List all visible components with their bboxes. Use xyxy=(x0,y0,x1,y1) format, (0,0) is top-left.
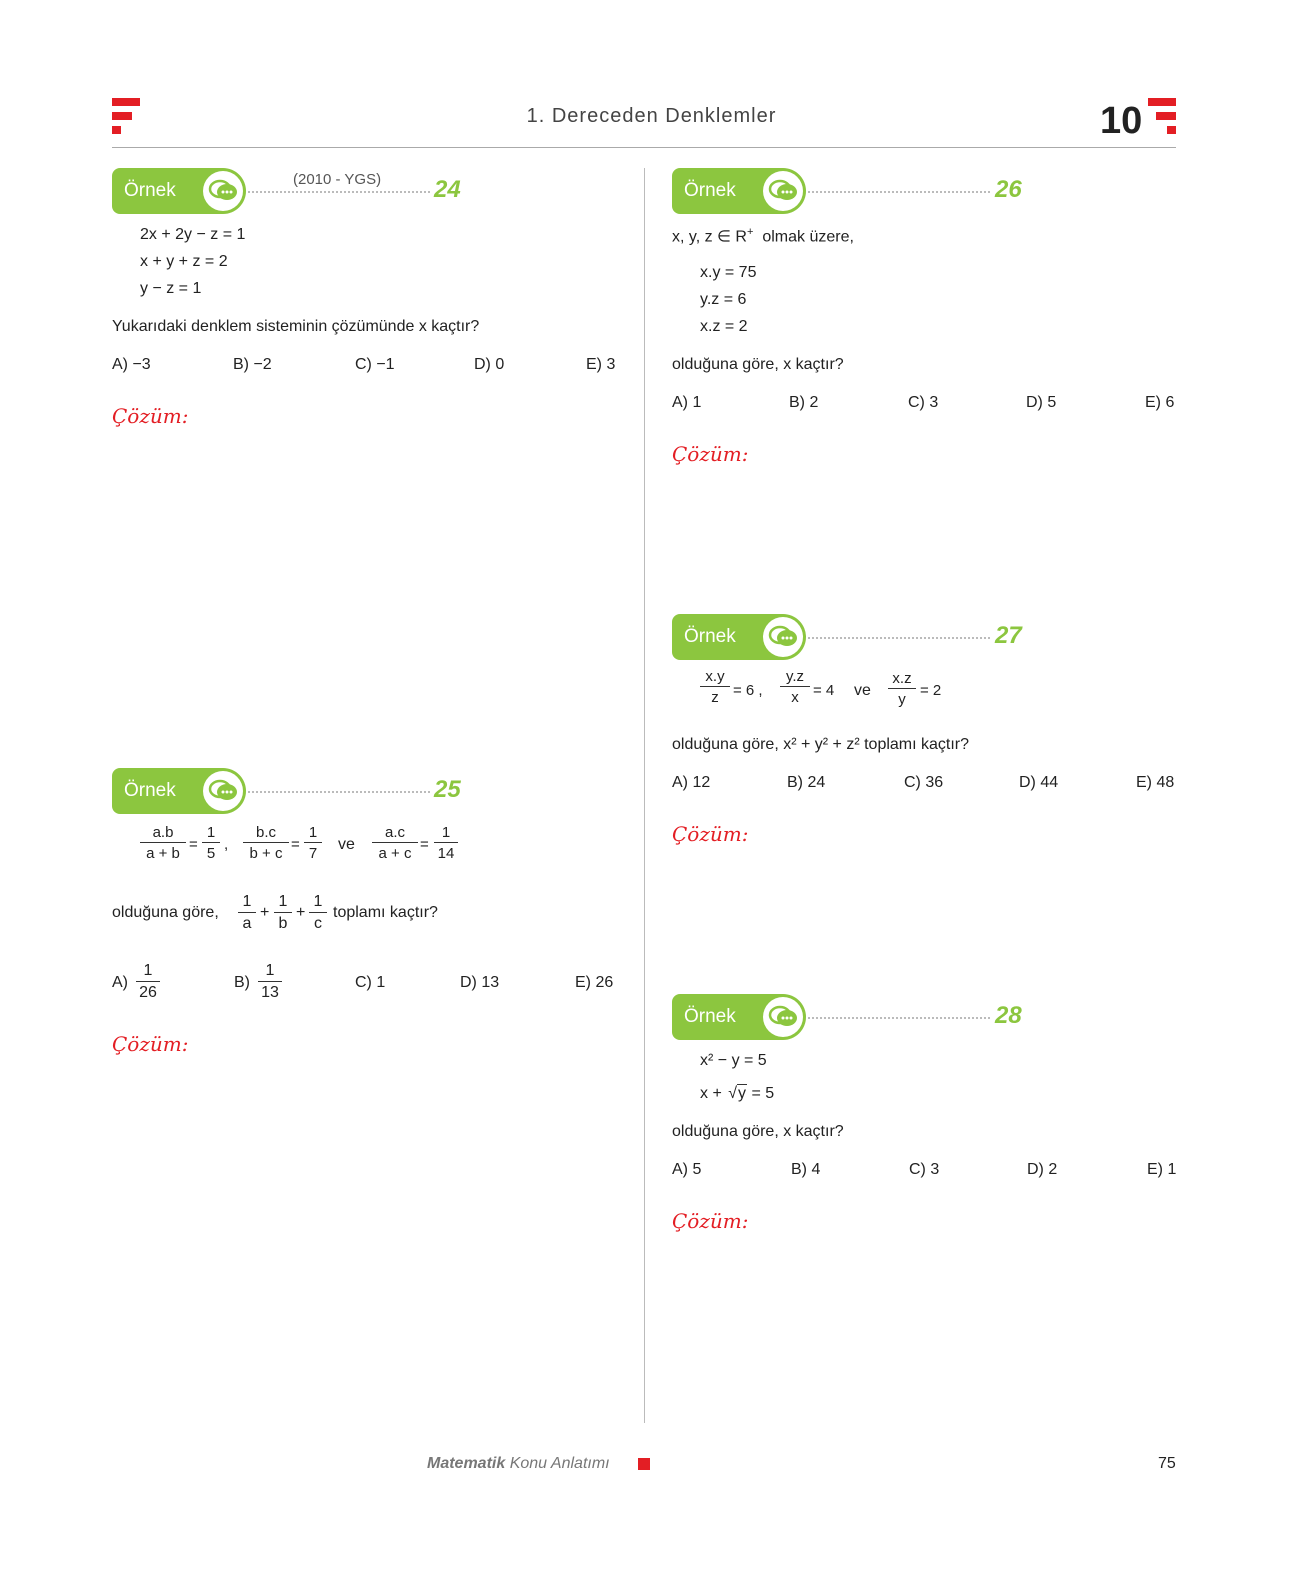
ornek-label: Örnek xyxy=(124,180,176,201)
option-c: C) 1 xyxy=(355,974,386,991)
speech-bubble-icon xyxy=(763,997,803,1037)
plus-sign: + xyxy=(260,904,270,921)
option-b: B) −2 xyxy=(233,356,272,373)
speech-bubble-icon xyxy=(203,171,243,211)
fraction: $\frac{y.z}{x}$ xyxy=(780,668,810,706)
fraction: $\frac{1}{c}$ xyxy=(309,893,327,933)
equals-sign: = xyxy=(420,836,429,853)
question-intro: x, y, z ∈ R+ olmak üzere, xyxy=(672,226,854,246)
fraction: $\frac{1}{14}$ xyxy=(434,824,458,862)
fraction-value: = 4 xyxy=(813,682,835,699)
fraction: $\frac{1}{b}$ xyxy=(274,893,292,933)
equation-1: x² − y = 5 xyxy=(700,1052,767,1069)
dotted-leader xyxy=(808,1017,990,1019)
option-e: E) 3 xyxy=(586,356,616,373)
option-e: E) 1 xyxy=(1147,1161,1177,1178)
footer-square xyxy=(638,1458,650,1470)
fraction: $\frac{1}{a}$ xyxy=(238,893,256,933)
question-number: 26 xyxy=(995,176,1022,203)
option-c: C) 3 xyxy=(908,394,939,411)
equals-sign: = xyxy=(291,836,300,853)
ornek-badge-27 xyxy=(672,614,806,660)
speech-bubble-icon xyxy=(763,171,803,211)
equation-3: y − z = 1 xyxy=(140,280,202,297)
question-suffix: toplamı kaçtır? xyxy=(333,904,438,921)
comma: , xyxy=(224,836,229,853)
option-d: D) 0 xyxy=(474,356,505,373)
question-text: olduğuna göre, x kaçtır? xyxy=(672,1123,844,1140)
fraction: $\frac{1}{5}$ xyxy=(202,824,220,862)
ornek-label: Örnek xyxy=(684,180,736,201)
option-b-fraction: $\frac{1}{13}$ xyxy=(258,962,282,1002)
question-text: olduğuna göre, x² + y² + z² toplamı kaçtır? xyxy=(672,736,970,753)
option-a: A) −3 xyxy=(112,356,151,373)
ornek-label: Örnek xyxy=(684,1006,736,1027)
option-a-fraction: $\frac{1}{26}$ xyxy=(136,962,160,1002)
page-title: 1. Dereceden Denklemler xyxy=(526,105,777,127)
question-number: 25 xyxy=(434,776,461,803)
question-text: olduğuna göre, x kaçtır? xyxy=(672,356,844,373)
question-number: 24 xyxy=(434,176,461,203)
dotted-leader xyxy=(248,191,430,193)
equation-1: x.y = 75 xyxy=(700,264,757,281)
equation-1: 2x + 2y − z = 1 xyxy=(140,226,246,243)
option-c: C) −1 xyxy=(355,356,395,373)
ornek-badge-24 xyxy=(112,168,246,214)
fraction: $\frac{x.y}{z}$ xyxy=(700,668,730,706)
ornek-badge-25 xyxy=(112,768,246,814)
footer-brand: Matematik Konu Anlatımı xyxy=(427,1455,610,1472)
option-a: A) 12 xyxy=(672,774,711,791)
cozum-label: Çözüm: xyxy=(672,442,749,466)
fraction: $\frac{a.c}{a + c}$ xyxy=(372,824,418,862)
cozum-label: Çözüm: xyxy=(672,1209,749,1233)
option-a: A) 1 xyxy=(672,394,702,411)
cozum-label: Çözüm: xyxy=(112,1032,189,1056)
fraction-value: = 6 , xyxy=(733,682,763,699)
equation-2: x + √y = 5 xyxy=(700,1085,775,1102)
fraction-value: = 2 xyxy=(920,682,942,699)
fraction: $\frac{x.z}{y}$ xyxy=(888,670,916,708)
cozum-label: Çözüm: xyxy=(672,822,749,846)
grade-number: 10 xyxy=(1100,100,1143,142)
header-divider xyxy=(112,147,1176,148)
dotted-leader xyxy=(808,637,990,639)
ornek-label: Örnek xyxy=(124,780,176,801)
option-d: D) 13 xyxy=(460,974,500,991)
question-text: Yukarıdaki denklem sisteminin çözümünde x kaçtır? xyxy=(112,318,480,335)
equation-2: y.z = 6 xyxy=(700,291,747,308)
fraction: $\frac{b.c}{b + c}$ xyxy=(243,824,289,862)
cozum-label: Çözüm: xyxy=(112,404,189,428)
ornek-badge-28 xyxy=(672,994,806,1040)
connector-ve: ve xyxy=(338,836,355,853)
fraction: $\frac{a.b}{a + b}$ xyxy=(140,824,186,862)
ornek-label: Örnek xyxy=(684,626,736,647)
question-source: (2010 - YGS) xyxy=(293,171,382,188)
option-e: E) 6 xyxy=(1145,394,1175,411)
equals-sign: = xyxy=(189,836,198,853)
option-d: D) 44 xyxy=(1019,774,1059,791)
option-d: D) 5 xyxy=(1026,394,1057,411)
option-b: B) 4 xyxy=(791,1161,821,1178)
question-number: 27 xyxy=(995,622,1022,649)
question-prefix: olduğuna göre, xyxy=(112,904,219,921)
question-number: 28 xyxy=(995,1002,1022,1029)
option-b-label: B) xyxy=(234,974,250,991)
option-a: A) 5 xyxy=(672,1161,702,1178)
column-divider xyxy=(644,168,645,1423)
fraction: $\frac{1}{7}$ xyxy=(304,824,322,862)
speech-bubble-icon xyxy=(763,617,803,657)
plus-sign: + xyxy=(296,904,306,921)
equation-2: x + y + z = 2 xyxy=(140,253,228,270)
option-a-label: A) xyxy=(112,974,128,991)
option-c: C) 36 xyxy=(904,774,944,791)
dotted-leader xyxy=(808,191,990,193)
option-c: C) 3 xyxy=(909,1161,940,1178)
speech-bubble-icon xyxy=(203,771,243,811)
option-b: B) 24 xyxy=(787,774,826,791)
option-b: B) 2 xyxy=(789,394,819,411)
ornek-badge-26 xyxy=(672,168,806,214)
equation-3: x.z = 2 xyxy=(700,318,748,335)
option-e: E) 26 xyxy=(575,974,614,991)
connector-ve: ve xyxy=(854,682,871,699)
option-e: E) 48 xyxy=(1136,774,1175,791)
page-number: 75 xyxy=(1158,1455,1176,1472)
dotted-leader xyxy=(248,791,430,793)
option-d: D) 2 xyxy=(1027,1161,1058,1178)
